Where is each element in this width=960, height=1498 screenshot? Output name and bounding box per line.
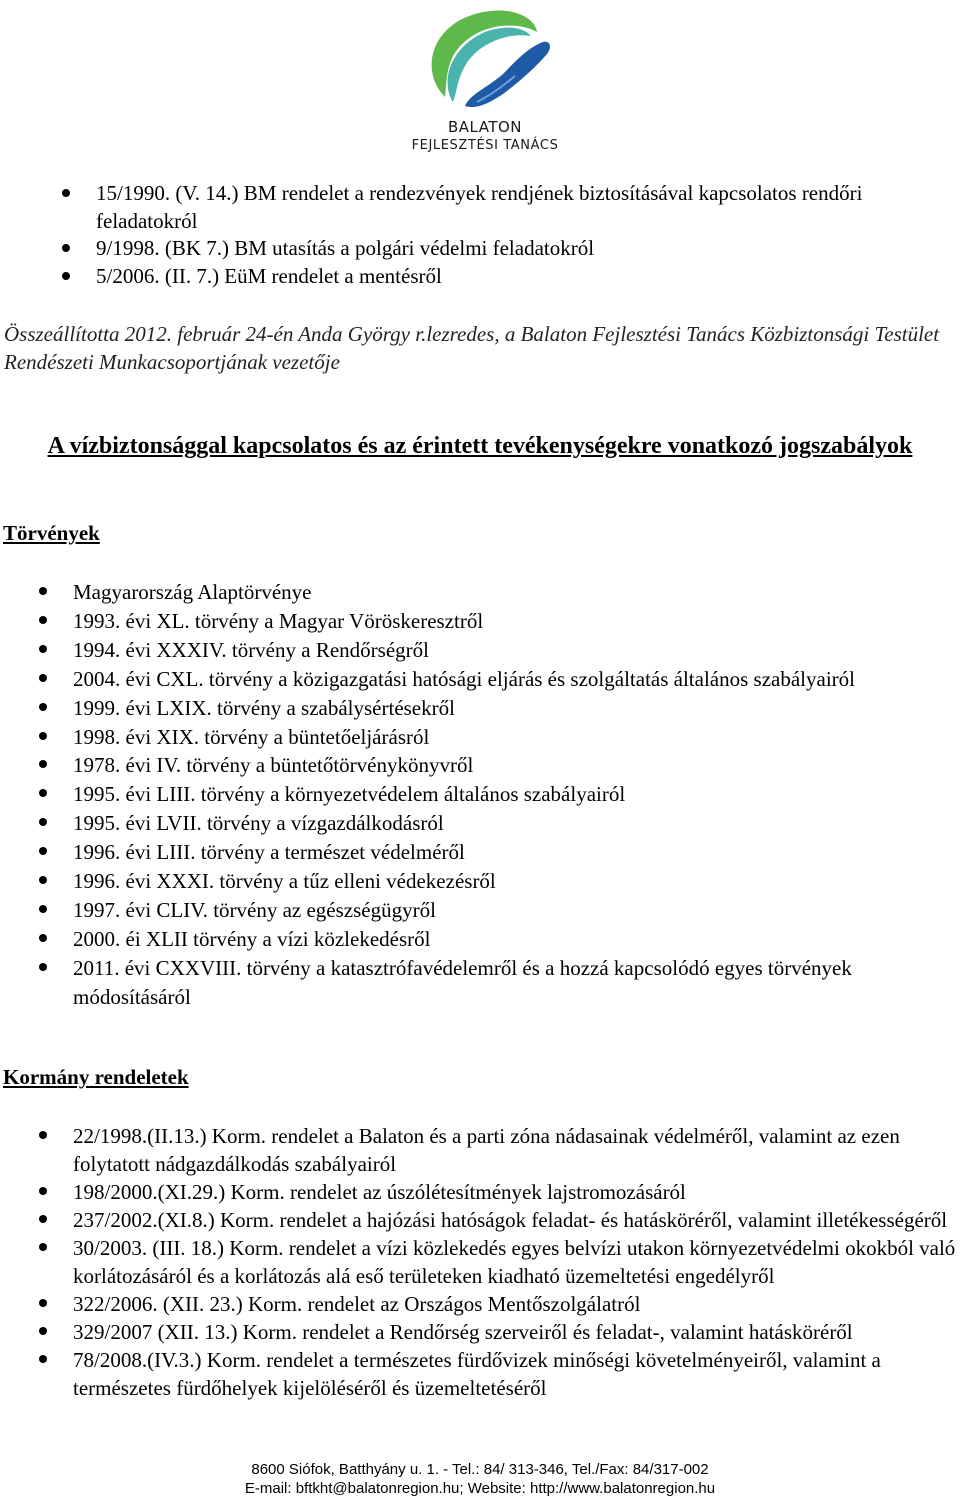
list-item: 1978. évi IV. törvény a büntetőtörvénykönyvről [73, 751, 953, 780]
government-decrees-heading: Kormány rendeletek [3, 1065, 189, 1089]
list-item: 1995. évi LIII. törvény a környezetvédelem általános szabályairól [73, 780, 953, 809]
list-item: 1999. évi LXIX. törvény a szabálysértésekről [73, 694, 953, 723]
list-item: 2004. évi CXL. törvény a közigazgatási hatósági eljárás és szolgáltatás általános szabályairól [73, 665, 953, 694]
list-item: 1994. évi XXXIV. törvény a Rendőrségről [73, 636, 953, 665]
footer-contact: E-mail: bftkht@balatonregion.hu; Website: http://www.balatonregion.hu [244, 1480, 716, 1497]
list-item: 9/1998. (BK 7.) BM utasítás a polgári védelmi feladatokról [96, 235, 958, 263]
list-item: 2000. éi XLII törvény a vízi közlekedésről [73, 925, 953, 954]
list-item: 1996. évi LIII. törvény a természet védelméről [73, 838, 953, 867]
list-item: 2011. évi CXXVIII. törvény a katasztrófavédelemről és a hozzá kapcsolódó egyes törvények módosításáról [73, 954, 953, 1012]
logo-text-fejlesztesi-tanacs: FEJLESZTÉSI TANÁCS [411, 138, 559, 153]
list-item: Magyarország Alaptörvénye [73, 578, 953, 607]
list-item: 237/2002.(XI.8.) Korm. rendelet a hajózási hatóságok feladat- és hatásköréről, valamint illetékességéről [73, 1206, 958, 1234]
balaton-logo [405, 0, 565, 160]
laws-heading: Törvények [3, 521, 100, 545]
top-regulation-list [96, 180, 958, 290]
list-item: 1993. évi XL. törvény a Magyar Vöröskeresztről [73, 607, 953, 636]
laws-list [73, 578, 953, 1012]
list-item: 1996. évi XXXI. törvény a tűz elleni védekezésről [73, 867, 953, 896]
government-decrees-list [73, 1122, 958, 1402]
list-item: 198/2000.(XI.29.) Korm. rendelet az úszólétesítmények lajstromozásáról [73, 1178, 958, 1206]
balaton-lake-logo-icon [415, 2, 555, 120]
document-title: A vízbiztonsággal kapcsolatos és az érintett tevékenységekre vonatkozó jogszabályok [47, 433, 913, 459]
list-item: 329/2007 (XII. 13.) Korm. rendelet a Rendőrség szerveiről és feladat-, valamint hatásköréről [73, 1318, 958, 1346]
list-item: 322/2006. (XII. 23.) Korm. rendelet az Országos Mentőszolgálatról [73, 1290, 958, 1318]
footer-address: 8600 Siófok, Batthyány u. 1. - Tel.: 84/ 313-346, Tel./Fax: 84/317-002 [251, 1461, 709, 1478]
list-item: 15/1990. (V. 14.) BM rendelet a rendezvények rendjének biztosításával kapcsolatos rendőri feladatokról [96, 180, 958, 235]
page-footer [0, 1460, 960, 1498]
list-item: 1997. évi CLIV. törvény az egészségügyről [73, 896, 953, 925]
list-item: 30/2003. (III. 18.) Korm. rendelet a vízi közlekedés egyes belvízi utakon környezetvédelmi okokból való korlátozásáról és a korlátozás alá eső területeken kiadható üzemeltetési engedélyről [73, 1234, 958, 1290]
compiled-by-note: Összeállította 2012. február 24-én Anda György r.lezredes, a Balaton Fejlesztési Tanács Közbiztonsági Testület Rendészeti Munkacsoportjának vezetője [4, 322, 940, 374]
list-item: 1995. évi LVII. törvény a vízgazdálkodásról [73, 809, 953, 838]
list-item: 78/2008.(IV.3.) Korm. rendelet a természetes fürdővizek minőségi követelményeiről, valamint a természetes fürdőhelyek kijelöléséről és üzemeltetéséről [73, 1346, 958, 1402]
list-item: 1998. évi XIX. törvény a büntetőeljárásról [73, 723, 953, 752]
list-item: 22/1998.(II.13.) Korm. rendelet a Balaton és a parti zóna nádasainak védelméről, valamint az ezen folytatott nádgazdálkodás szabályairól [73, 1122, 958, 1178]
logo-text-balaton: BALATON [447, 118, 523, 136]
list-item: 5/2006. (II. 7.) EüM rendelet a mentésről [96, 263, 958, 291]
